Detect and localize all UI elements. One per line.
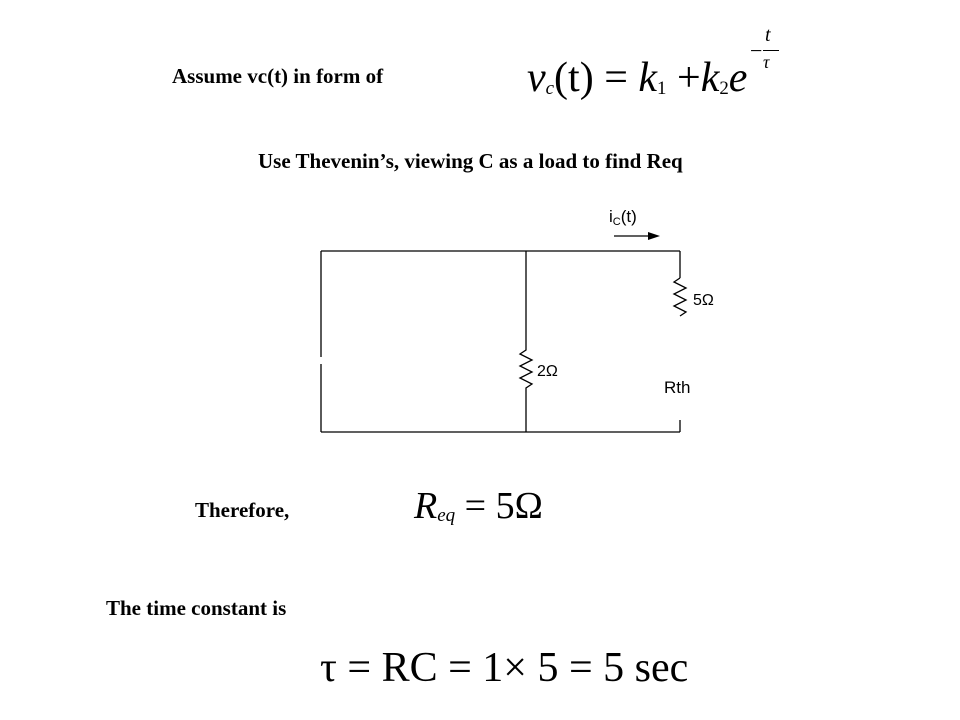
req-sub: eq xyxy=(437,504,456,526)
current-label xyxy=(609,207,637,228)
vc-arg: (t) xyxy=(554,55,594,101)
thevenin-label: Use Thevenin’s, viewing C as a load to find Req xyxy=(258,149,683,173)
vc-sub: c xyxy=(545,77,555,99)
exp-minus: − xyxy=(750,38,763,63)
req-var: R xyxy=(414,485,438,527)
therefore-label: Therefore, xyxy=(195,498,290,522)
resistor-2ohm xyxy=(520,314,532,392)
req-equation xyxy=(414,484,543,528)
k1-var: k xyxy=(638,55,658,101)
vc-equals: = xyxy=(604,55,628,101)
k2-sub: 2 xyxy=(719,77,729,99)
req-rhs: = 5Ω xyxy=(464,485,543,527)
vc-plus: + xyxy=(677,55,701,101)
current-sub: C xyxy=(612,216,621,228)
current-arg: (t) xyxy=(620,207,637,226)
k2-var: k xyxy=(700,55,720,101)
current-arrow-head xyxy=(648,232,660,240)
rth-label: Rth xyxy=(664,378,691,397)
r5-label: 5Ω xyxy=(693,292,714,309)
assume-label: Assume vc(t) in form of xyxy=(172,64,384,88)
r2-label: 2Ω xyxy=(537,363,558,380)
exp-base: e xyxy=(728,55,748,101)
current-var: i xyxy=(609,207,613,226)
time-constant-label: The time constant is xyxy=(106,596,287,620)
exp-numerator: t xyxy=(765,24,771,46)
vc-var: v xyxy=(527,55,546,101)
resistor-5ohm xyxy=(674,278,686,316)
tau-equation: τ = RC = 1× 5 = 5 sec xyxy=(320,645,689,691)
exp-denominator: τ xyxy=(763,52,770,72)
k1-sub: 1 xyxy=(657,77,667,99)
